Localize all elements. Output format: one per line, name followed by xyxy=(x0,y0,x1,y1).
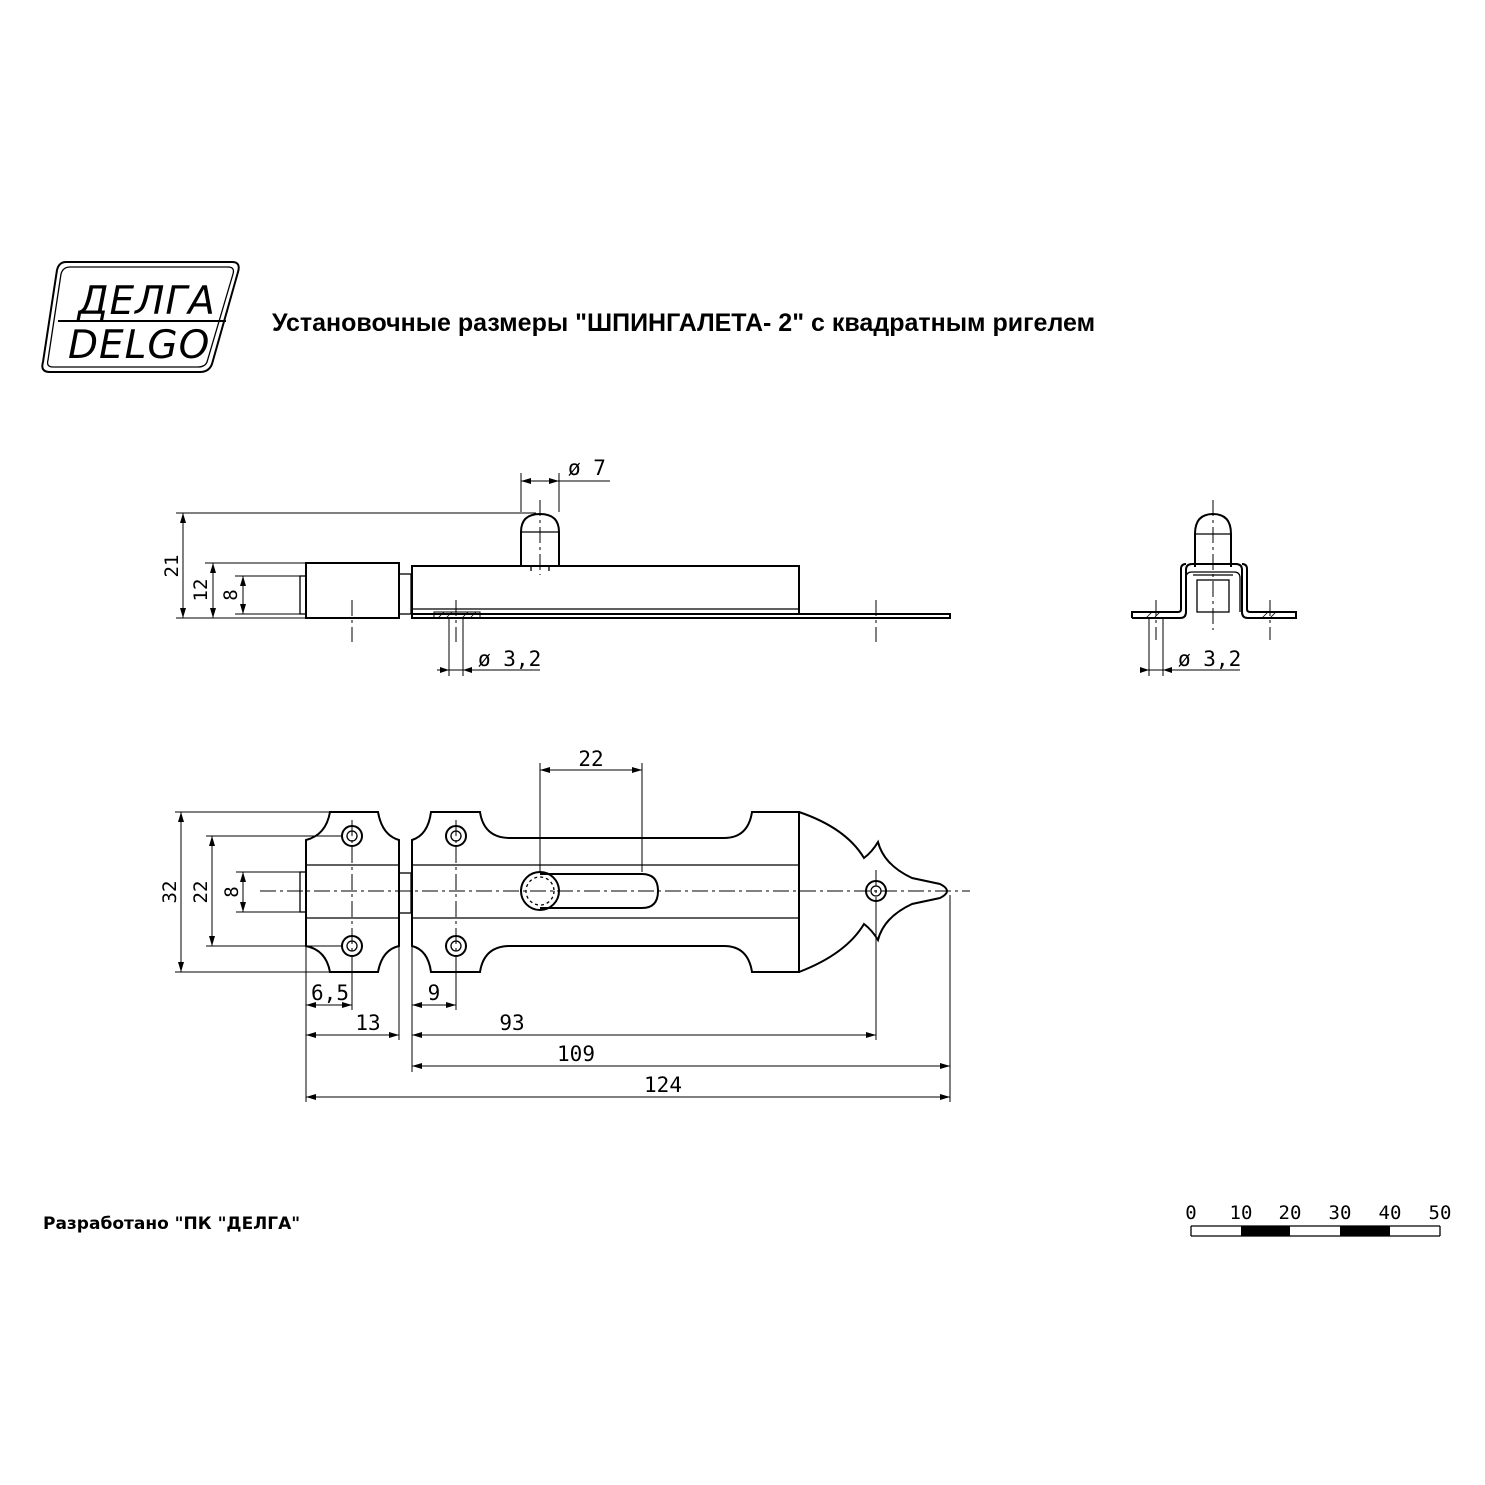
dim-6-5: 6,5 xyxy=(311,981,349,1005)
side-view xyxy=(161,456,950,676)
dim-slot-length: 22 xyxy=(578,747,604,771)
scale-label-40: 40 xyxy=(1378,1202,1402,1224)
dim-total-height: 21 xyxy=(161,554,183,578)
end-view xyxy=(1132,500,1296,676)
dim-124: 124 xyxy=(644,1073,682,1097)
scale-label-50: 50 xyxy=(1428,1202,1452,1224)
dim-pin-diameter: ø 7 xyxy=(568,456,606,480)
dim-bolt-height: 8 xyxy=(220,589,242,601)
scale-label-10: 10 xyxy=(1229,1202,1253,1224)
scale-label-0: 0 xyxy=(1185,1202,1197,1224)
dim-13: 13 xyxy=(355,1011,381,1035)
logo-text-latin: DELGO xyxy=(68,323,211,368)
page-title: Установочные размеры "ШПИНГАЛЕТА- 2" с квадратным ригелем xyxy=(272,309,1096,337)
scale-label-30: 30 xyxy=(1328,1202,1352,1224)
delgo-logo xyxy=(42,262,238,372)
logo-text-cyrillic: ДЕЛГА xyxy=(78,279,216,324)
dim-9: 9 xyxy=(427,981,441,1005)
dim-hole-spacing: 22 xyxy=(190,880,212,904)
dim-end-hole-diameter: ø 3,2 xyxy=(1178,647,1242,671)
credit-text: Разработано "ПК "ДЕЛГА" xyxy=(43,1214,301,1234)
plan-view xyxy=(159,747,970,1102)
scale-bar xyxy=(1185,1202,1451,1236)
dim-body-height: 12 xyxy=(190,578,212,602)
scale-label-20: 20 xyxy=(1278,1202,1302,1224)
dim-total-width: 32 xyxy=(159,880,181,904)
dim-bolt-width: 8 xyxy=(221,886,243,898)
dim-109: 109 xyxy=(557,1042,595,1066)
dim-93: 93 xyxy=(499,1011,525,1035)
dim-side-hole-diameter: ø 3,2 xyxy=(478,647,542,671)
